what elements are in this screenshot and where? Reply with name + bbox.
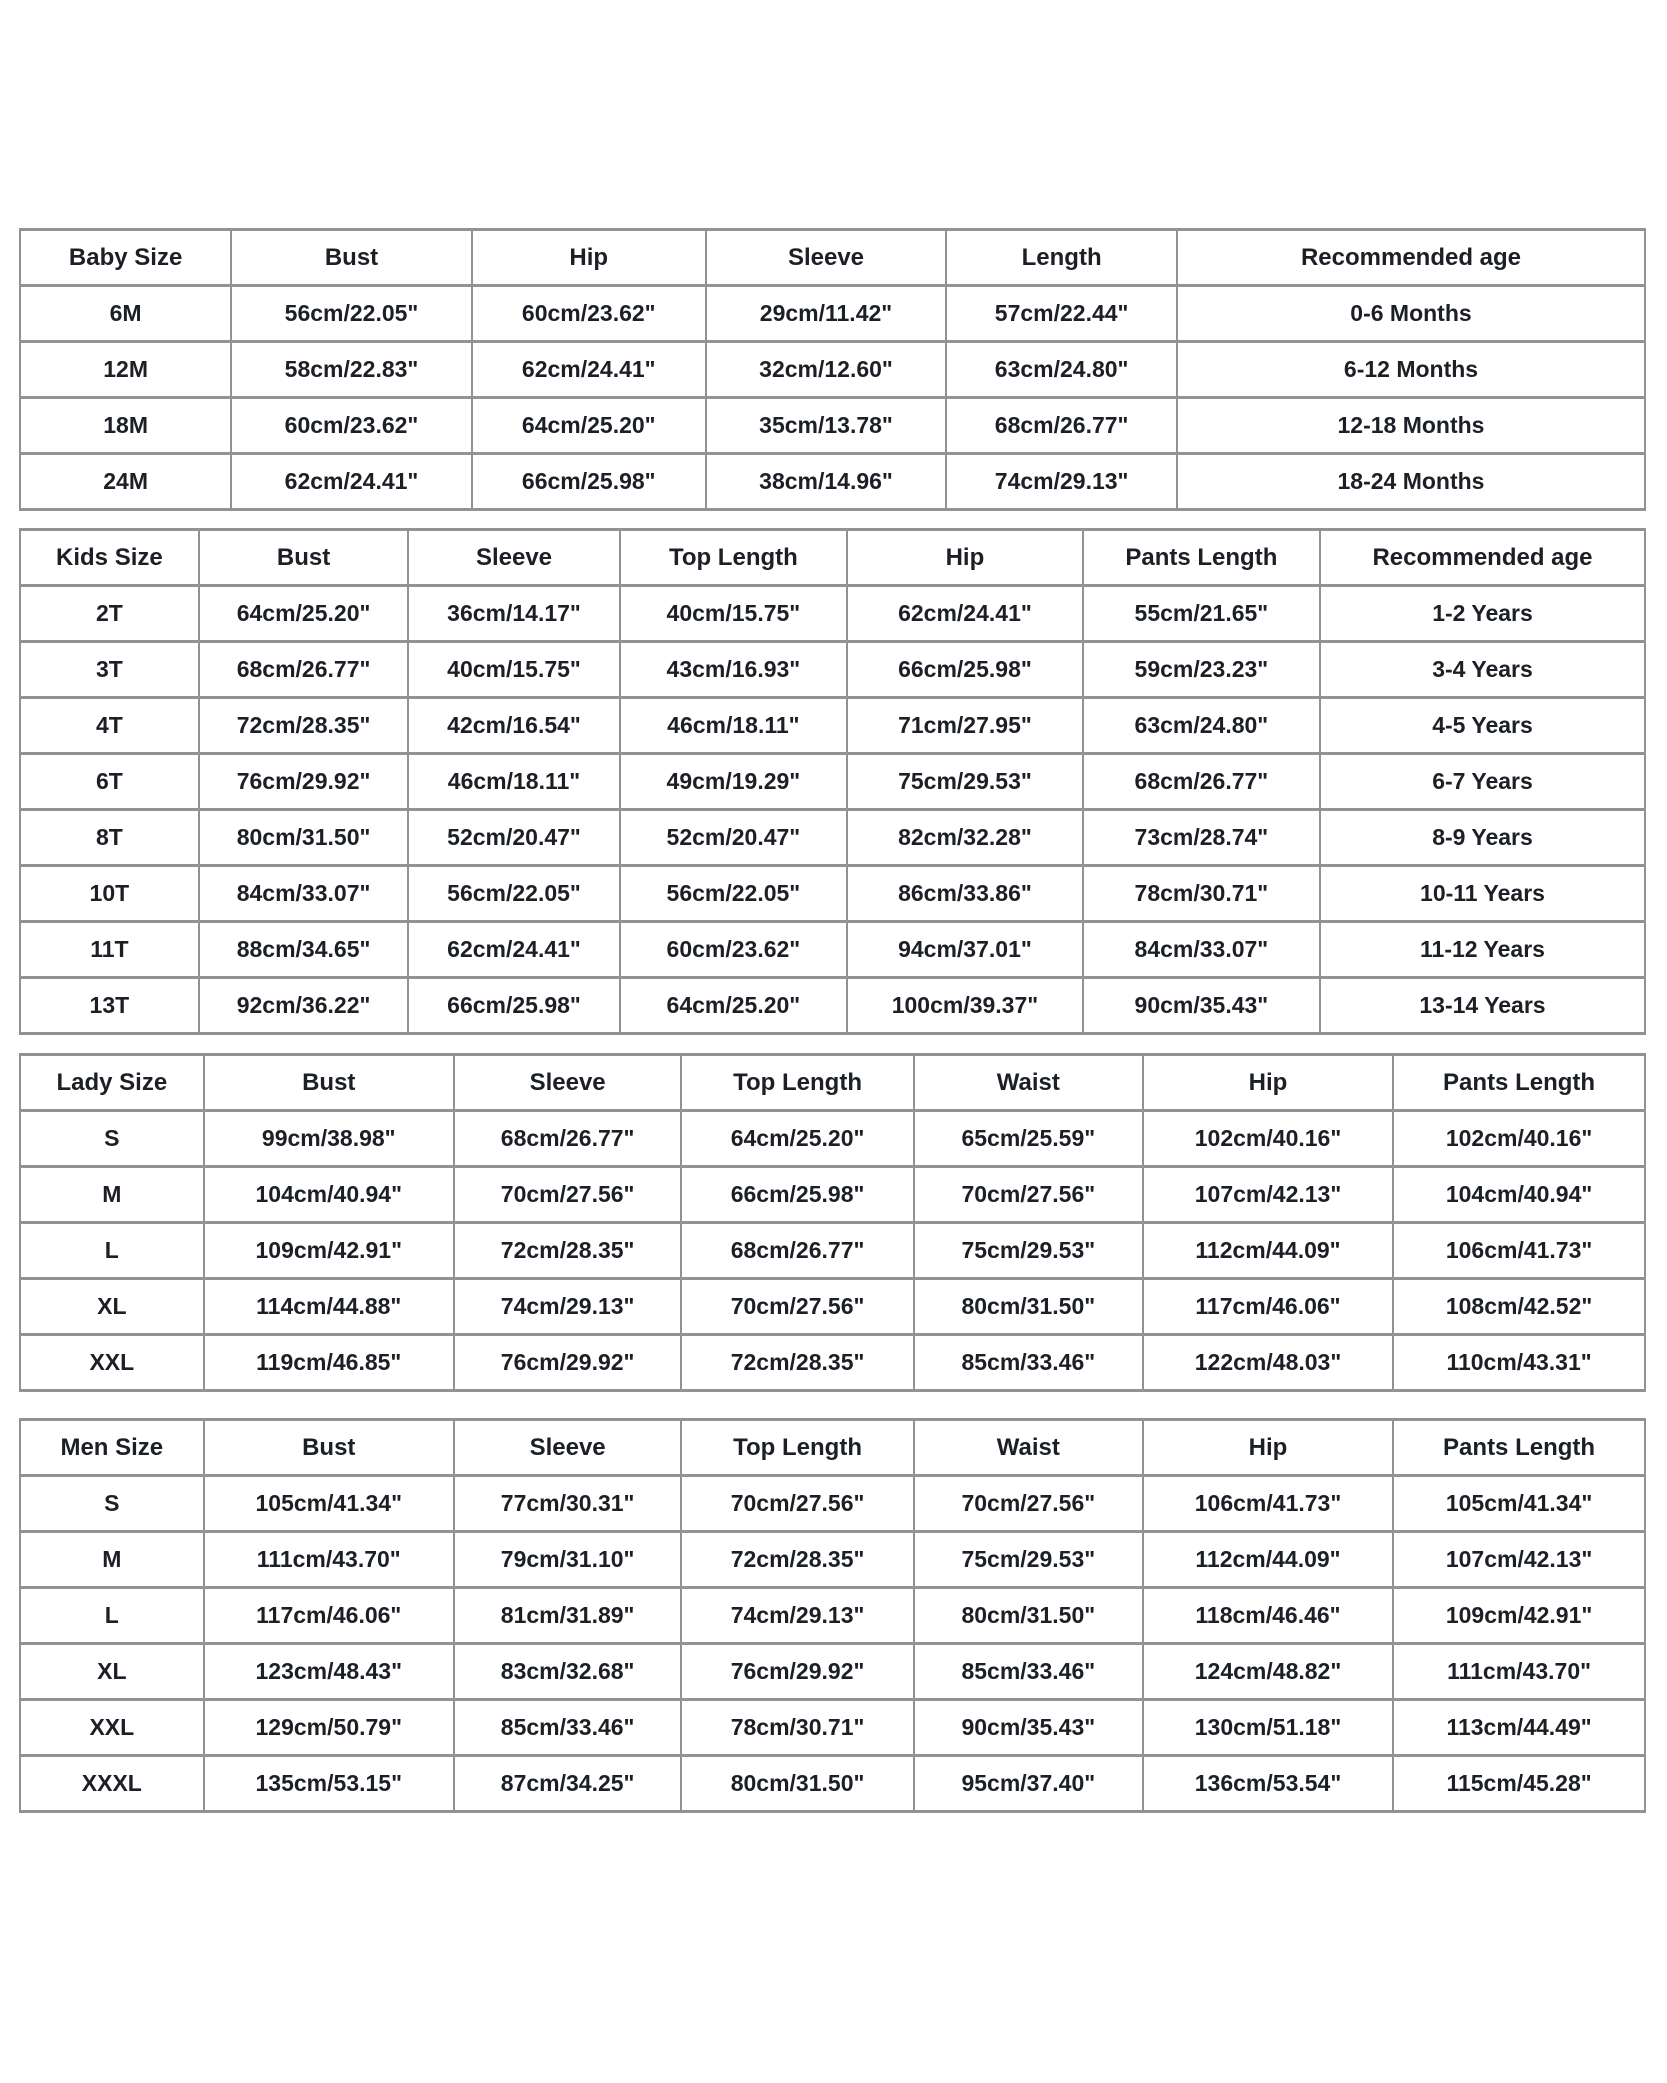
measurement-cell: 3-4 Years	[1320, 642, 1645, 698]
column-header: Bust	[204, 1420, 454, 1476]
measurement-cell: 63cm/24.80"	[1083, 698, 1320, 754]
measurement-cell: 64cm/25.20"	[472, 398, 706, 454]
column-header: Bust	[204, 1055, 454, 1111]
table-row	[20, 1335, 1645, 1391]
table-row	[20, 286, 1645, 342]
measurement-cell: 10-11 Years	[1320, 866, 1645, 922]
column-header: Waist	[914, 1055, 1143, 1111]
column-header: Pants Length	[1393, 1420, 1645, 1476]
table-row	[20, 1223, 1645, 1279]
measurement-cell: 104cm/40.94"	[204, 1167, 454, 1223]
size-label-cell: 6T	[20, 754, 199, 810]
size-label-cell: 13T	[20, 978, 199, 1034]
measurement-cell: 102cm/40.16"	[1393, 1111, 1645, 1167]
size-label-cell: M	[20, 1532, 204, 1588]
measurement-cell: 70cm/27.56"	[681, 1476, 913, 1532]
measurement-cell: 66cm/25.98"	[408, 978, 619, 1034]
column-header: Waist	[914, 1420, 1143, 1476]
column-header: Kids Size	[20, 530, 199, 586]
measurement-cell: 92cm/36.22"	[199, 978, 409, 1034]
measurement-cell: 118cm/46.46"	[1143, 1588, 1393, 1644]
measurement-cell: 62cm/24.41"	[408, 922, 619, 978]
measurement-cell: 63cm/24.80"	[946, 342, 1177, 398]
column-header: Pants Length	[1393, 1055, 1645, 1111]
measurement-cell: 57cm/22.44"	[946, 286, 1177, 342]
measurement-cell: 82cm/32.28"	[847, 810, 1083, 866]
size-label-cell: 10T	[20, 866, 199, 922]
measurement-cell: 74cm/29.13"	[946, 454, 1177, 510]
header-row	[20, 1420, 1645, 1476]
measurement-cell: 79cm/31.10"	[454, 1532, 682, 1588]
measurement-cell: 52cm/20.47"	[620, 810, 848, 866]
measurement-cell: 107cm/42.13"	[1393, 1532, 1645, 1588]
men-size-chart	[19, 1418, 1646, 1813]
column-header: Length	[946, 230, 1177, 286]
measurement-cell: 70cm/27.56"	[454, 1167, 682, 1223]
measurement-cell: 6-7 Years	[1320, 754, 1645, 810]
measurement-cell: 76cm/29.92"	[454, 1335, 682, 1391]
measurement-cell: 110cm/43.31"	[1393, 1335, 1645, 1391]
measurement-cell: 18-24 Months	[1177, 454, 1645, 510]
measurement-cell: 68cm/26.77"	[454, 1111, 682, 1167]
measurement-cell: 8-9 Years	[1320, 810, 1645, 866]
measurement-cell: 62cm/24.41"	[231, 454, 472, 510]
measurement-cell: 11-12 Years	[1320, 922, 1645, 978]
measurement-cell: 85cm/33.46"	[454, 1700, 682, 1756]
measurement-cell: 64cm/25.20"	[681, 1111, 913, 1167]
measurement-cell: 86cm/33.86"	[847, 866, 1083, 922]
column-header: Sleeve	[454, 1420, 682, 1476]
measurement-cell: 112cm/44.09"	[1143, 1223, 1393, 1279]
measurement-cell: 73cm/28.74"	[1083, 810, 1320, 866]
measurement-cell: 29cm/11.42"	[706, 286, 947, 342]
measurement-cell: 59cm/23.23"	[1083, 642, 1320, 698]
measurement-cell: 107cm/42.13"	[1143, 1167, 1393, 1223]
header-row	[20, 530, 1645, 586]
measurement-cell: 99cm/38.98"	[204, 1111, 454, 1167]
measurement-cell: 80cm/31.50"	[914, 1279, 1143, 1335]
measurement-cell: 83cm/32.68"	[454, 1644, 682, 1700]
measurement-cell: 108cm/42.52"	[1393, 1279, 1645, 1335]
column-header: Lady Size	[20, 1055, 204, 1111]
measurement-cell: 102cm/40.16"	[1143, 1111, 1393, 1167]
measurement-cell: 60cm/23.62"	[620, 922, 848, 978]
table-row	[20, 1167, 1645, 1223]
column-header: Top Length	[620, 530, 848, 586]
measurement-cell: 84cm/33.07"	[1083, 922, 1320, 978]
measurement-cell: 117cm/46.06"	[204, 1588, 454, 1644]
measurement-cell: 46cm/18.11"	[620, 698, 848, 754]
measurement-cell: 117cm/46.06"	[1143, 1279, 1393, 1335]
measurement-cell: 74cm/29.13"	[454, 1279, 682, 1335]
measurement-cell: 62cm/24.41"	[472, 342, 706, 398]
measurement-cell: 85cm/33.46"	[914, 1335, 1143, 1391]
measurement-cell: 94cm/37.01"	[847, 922, 1083, 978]
measurement-cell: 36cm/14.17"	[408, 586, 619, 642]
measurement-cell: 65cm/25.59"	[914, 1111, 1143, 1167]
measurement-cell: 40cm/15.75"	[408, 642, 619, 698]
table-row	[20, 1700, 1645, 1756]
measurement-cell: 49cm/19.29"	[620, 754, 848, 810]
column-header: Pants Length	[1083, 530, 1320, 586]
measurement-cell: 105cm/41.34"	[1393, 1476, 1645, 1532]
size-label-cell: 4T	[20, 698, 199, 754]
measurement-cell: 6-12 Months	[1177, 342, 1645, 398]
measurement-cell: 72cm/28.35"	[454, 1223, 682, 1279]
measurement-cell: 87cm/34.25"	[454, 1756, 682, 1812]
column-header: Sleeve	[454, 1055, 682, 1111]
measurement-cell: 68cm/26.77"	[681, 1223, 913, 1279]
measurement-cell: 112cm/44.09"	[1143, 1532, 1393, 1588]
measurement-cell: 111cm/43.70"	[1393, 1644, 1645, 1700]
measurement-cell: 130cm/51.18"	[1143, 1700, 1393, 1756]
measurement-cell: 76cm/29.92"	[199, 754, 409, 810]
measurement-cell: 70cm/27.56"	[914, 1167, 1143, 1223]
table-row	[20, 754, 1645, 810]
measurement-cell: 88cm/34.65"	[199, 922, 409, 978]
size-label-cell: 3T	[20, 642, 199, 698]
table-row	[20, 1588, 1645, 1644]
measurement-cell: 119cm/46.85"	[204, 1335, 454, 1391]
measurement-cell: 43cm/16.93"	[620, 642, 848, 698]
measurement-cell: 80cm/31.50"	[681, 1756, 913, 1812]
measurement-cell: 60cm/23.62"	[472, 286, 706, 342]
size-label-cell: XXL	[20, 1700, 204, 1756]
measurement-cell: 66cm/25.98"	[681, 1167, 913, 1223]
measurement-cell: 80cm/31.50"	[914, 1588, 1143, 1644]
size-label-cell: 24M	[20, 454, 231, 510]
size-label-cell: XXXL	[20, 1756, 204, 1812]
measurement-cell: 56cm/22.05"	[620, 866, 848, 922]
column-header: Bust	[231, 230, 472, 286]
table-row	[20, 1756, 1645, 1812]
column-header: Bust	[199, 530, 409, 586]
measurement-cell: 124cm/48.82"	[1143, 1644, 1393, 1700]
measurement-cell: 40cm/15.75"	[620, 586, 848, 642]
table-row	[20, 398, 1645, 454]
table-row	[20, 642, 1645, 698]
measurement-cell: 100cm/39.37"	[847, 978, 1083, 1034]
measurement-cell: 90cm/35.43"	[914, 1700, 1143, 1756]
measurement-cell: 109cm/42.91"	[204, 1223, 454, 1279]
measurement-cell: 77cm/30.31"	[454, 1476, 682, 1532]
measurement-cell: 75cm/29.53"	[914, 1223, 1143, 1279]
column-header: Hip	[472, 230, 706, 286]
measurement-cell: 90cm/35.43"	[1083, 978, 1320, 1034]
measurement-cell: 104cm/40.94"	[1393, 1167, 1645, 1223]
table-row	[20, 922, 1645, 978]
measurement-cell: 78cm/30.71"	[1083, 866, 1320, 922]
measurement-cell: 35cm/13.78"	[706, 398, 947, 454]
table-row	[20, 1111, 1645, 1167]
measurement-cell: 75cm/29.53"	[914, 1532, 1143, 1588]
table-row	[20, 454, 1645, 510]
measurement-cell: 68cm/26.77"	[199, 642, 409, 698]
measurement-cell: 46cm/18.11"	[408, 754, 619, 810]
measurement-cell: 70cm/27.56"	[681, 1279, 913, 1335]
measurement-cell: 32cm/12.60"	[706, 342, 947, 398]
table-row	[20, 698, 1645, 754]
size-label-cell: 8T	[20, 810, 199, 866]
measurement-cell: 135cm/53.15"	[204, 1756, 454, 1812]
measurement-cell: 114cm/44.88"	[204, 1279, 454, 1335]
column-header: Recommended age	[1320, 530, 1645, 586]
measurement-cell: 106cm/41.73"	[1393, 1223, 1645, 1279]
measurement-cell: 55cm/21.65"	[1083, 586, 1320, 642]
kids-size-chart	[19, 528, 1646, 1035]
header-row	[20, 1055, 1645, 1111]
measurement-cell: 58cm/22.83"	[231, 342, 472, 398]
table-row	[20, 1476, 1645, 1532]
column-header: Top Length	[681, 1055, 913, 1111]
measurement-cell: 13-14 Years	[1320, 978, 1645, 1034]
column-header: Hip	[1143, 1420, 1393, 1476]
measurement-cell: 74cm/29.13"	[681, 1588, 913, 1644]
measurement-cell: 56cm/22.05"	[408, 866, 619, 922]
measurement-cell: 66cm/25.98"	[472, 454, 706, 510]
measurement-cell: 78cm/30.71"	[681, 1700, 913, 1756]
measurement-cell: 115cm/45.28"	[1393, 1756, 1645, 1812]
table-row	[20, 586, 1645, 642]
measurement-cell: 68cm/26.77"	[1083, 754, 1320, 810]
table-row	[20, 866, 1645, 922]
measurement-cell: 38cm/14.96"	[706, 454, 947, 510]
column-header: Men Size	[20, 1420, 204, 1476]
size-label-cell: 18M	[20, 398, 231, 454]
measurement-cell: 84cm/33.07"	[199, 866, 409, 922]
measurement-cell: 72cm/28.35"	[681, 1532, 913, 1588]
table-row	[20, 810, 1645, 866]
measurement-cell: 12-18 Months	[1177, 398, 1645, 454]
measurement-cell: 71cm/27.95"	[847, 698, 1083, 754]
measurement-cell: 1-2 Years	[1320, 586, 1645, 642]
column-header: Top Length	[681, 1420, 913, 1476]
header-row	[20, 230, 1645, 286]
table-row	[20, 978, 1645, 1034]
measurement-cell: 4-5 Years	[1320, 698, 1645, 754]
column-header: Sleeve	[706, 230, 947, 286]
measurement-cell: 80cm/31.50"	[199, 810, 409, 866]
measurement-cell: 85cm/33.46"	[914, 1644, 1143, 1700]
measurement-cell: 136cm/53.54"	[1143, 1756, 1393, 1812]
size-label-cell: L	[20, 1588, 204, 1644]
measurement-cell: 123cm/48.43"	[204, 1644, 454, 1700]
size-label-cell: XL	[20, 1644, 204, 1700]
baby-size-chart	[19, 228, 1646, 511]
measurement-cell: 60cm/23.62"	[231, 398, 472, 454]
measurement-cell: 75cm/29.53"	[847, 754, 1083, 810]
measurement-cell: 42cm/16.54"	[408, 698, 619, 754]
column-header: Baby Size	[20, 230, 231, 286]
size-label-cell: 2T	[20, 586, 199, 642]
column-header: Hip	[1143, 1055, 1393, 1111]
size-label-cell: 11T	[20, 922, 199, 978]
measurement-cell: 129cm/50.79"	[204, 1700, 454, 1756]
measurement-cell: 66cm/25.98"	[847, 642, 1083, 698]
size-label-cell: XXL	[20, 1335, 204, 1391]
size-label-cell: S	[20, 1111, 204, 1167]
lady-size-chart	[19, 1053, 1646, 1392]
size-label-cell: XL	[20, 1279, 204, 1335]
measurement-cell: 0-6 Months	[1177, 286, 1645, 342]
measurement-cell: 56cm/22.05"	[231, 286, 472, 342]
measurement-cell: 95cm/37.40"	[914, 1756, 1143, 1812]
table-row	[20, 342, 1645, 398]
size-label-cell: 12M	[20, 342, 231, 398]
table-row	[20, 1532, 1645, 1588]
column-header: Recommended age	[1177, 230, 1645, 286]
measurement-cell: 52cm/20.47"	[408, 810, 619, 866]
size-label-cell: L	[20, 1223, 204, 1279]
table-row	[20, 1644, 1645, 1700]
measurement-cell: 72cm/28.35"	[199, 698, 409, 754]
measurement-cell: 113cm/44.49"	[1393, 1700, 1645, 1756]
measurement-cell: 64cm/25.20"	[620, 978, 848, 1034]
measurement-cell: 109cm/42.91"	[1393, 1588, 1645, 1644]
measurement-cell: 106cm/41.73"	[1143, 1476, 1393, 1532]
measurement-cell: 122cm/48.03"	[1143, 1335, 1393, 1391]
table-row	[20, 1279, 1645, 1335]
measurement-cell: 62cm/24.41"	[847, 586, 1083, 642]
measurement-cell: 76cm/29.92"	[681, 1644, 913, 1700]
size-label-cell: S	[20, 1476, 204, 1532]
measurement-cell: 105cm/41.34"	[204, 1476, 454, 1532]
measurement-cell: 64cm/25.20"	[199, 586, 409, 642]
measurement-cell: 72cm/28.35"	[681, 1335, 913, 1391]
measurement-cell: 70cm/27.56"	[914, 1476, 1143, 1532]
column-header: Hip	[847, 530, 1083, 586]
measurement-cell: 111cm/43.70"	[204, 1532, 454, 1588]
measurement-cell: 81cm/31.89"	[454, 1588, 682, 1644]
column-header: Sleeve	[408, 530, 619, 586]
size-label-cell: M	[20, 1167, 204, 1223]
size-label-cell: 6M	[20, 286, 231, 342]
measurement-cell: 68cm/26.77"	[946, 398, 1177, 454]
